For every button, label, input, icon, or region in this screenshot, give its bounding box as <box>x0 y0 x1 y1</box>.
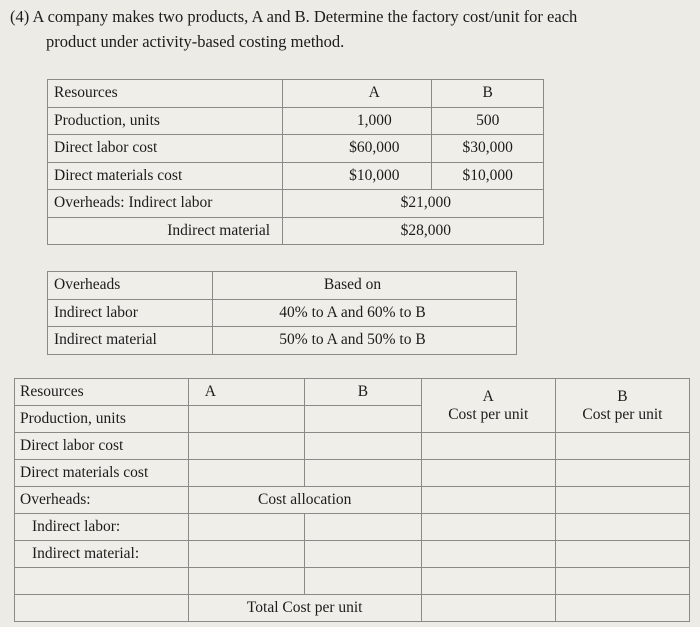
answer-row-spacer <box>15 568 690 595</box>
a-unit-subtitle: Cost per unit <box>448 405 529 423</box>
answer-cell[interactable] <box>305 406 422 433</box>
row-label: Indirect labor <box>48 299 213 327</box>
b-unit-title: B <box>617 387 628 405</box>
value-b: 500 <box>432 107 544 135</box>
answer-cell[interactable] <box>188 460 305 487</box>
row-label: Direct labor cost <box>15 433 189 460</box>
resources-header-row <box>48 80 544 108</box>
row-label: Direct materials cost <box>48 162 283 190</box>
answer-header-a: A <box>188 379 305 406</box>
answer-row-direct-labor <box>15 433 690 460</box>
resources-table <box>47 79 544 245</box>
answer-header-label: Resources <box>15 379 189 406</box>
row-label: Overheads: <box>15 487 189 514</box>
resources-row-direct-labor <box>48 135 544 163</box>
answer-cell[interactable] <box>188 568 305 595</box>
answer-cell[interactable] <box>188 433 305 460</box>
cost-allocation-label: Cost allocation <box>188 487 421 514</box>
answer-row-indirect-material <box>15 541 690 568</box>
overheads-header-basis: Based on <box>213 272 517 300</box>
answer-cell[interactable] <box>555 460 689 487</box>
answer-cell[interactable] <box>421 433 555 460</box>
answer-cell[interactable] <box>421 595 555 622</box>
answer-row-direct-materials <box>15 460 690 487</box>
row-label: Indirect labor: <box>15 514 189 541</box>
row-label: Indirect material: <box>15 541 189 568</box>
row-label: Overheads: Indirect labor <box>48 190 283 218</box>
answer-cell[interactable] <box>188 406 305 433</box>
resources-header-label: Resources <box>48 80 283 108</box>
basis-value: 40% to A and 60% to B <box>213 299 517 327</box>
answer-row-indirect-labor <box>15 514 690 541</box>
answer-header-b-unit <box>555 379 689 433</box>
answer-row-overheads <box>15 487 690 514</box>
overhead-value: $28,000 <box>283 217 544 245</box>
answer-cell[interactable] <box>15 568 189 595</box>
row-label: Direct materials cost <box>15 460 189 487</box>
answer-cell[interactable] <box>555 541 689 568</box>
resources-row-direct-materials <box>48 162 544 190</box>
value-b: $10,000 <box>432 162 544 190</box>
answer-cell[interactable] <box>421 514 555 541</box>
overheads-basis-table <box>47 271 517 355</box>
row-label: Indirect material <box>48 217 283 245</box>
answer-cell[interactable] <box>305 541 422 568</box>
resources-row-indirect-labor <box>48 190 544 218</box>
answer-cell[interactable] <box>555 514 689 541</box>
overheads-row-indirect-labor <box>48 299 517 327</box>
value-a: $10,000 <box>283 162 432 190</box>
answer-cell[interactable] <box>555 487 689 514</box>
answer-cell[interactable] <box>305 460 422 487</box>
overheads-header-row <box>48 272 517 300</box>
answer-cell[interactable] <box>421 541 555 568</box>
overhead-value: $21,000 <box>283 190 544 218</box>
resources-header-a: A <box>283 80 432 108</box>
answer-cell[interactable] <box>188 541 305 568</box>
value-a: 1,000 <box>283 107 432 135</box>
question-line-2: product under activity-based costing method. <box>46 32 345 51</box>
resources-row-indirect-material <box>48 217 544 245</box>
answer-cell[interactable] <box>188 514 305 541</box>
answer-row-total <box>15 595 690 622</box>
answer-cell[interactable] <box>15 595 189 622</box>
row-label: Production, units <box>48 107 283 135</box>
overheads-row-indirect-material <box>48 327 517 355</box>
basis-value: 50% to A and 50% to B <box>213 327 517 355</box>
answer-cell[interactable] <box>555 433 689 460</box>
answer-header-b: B <box>305 379 422 406</box>
row-label: Indirect material <box>48 327 213 355</box>
answer-cell[interactable] <box>555 595 689 622</box>
row-label: Direct labor cost <box>48 135 283 163</box>
total-cost-label: Total Cost per unit <box>188 595 421 622</box>
a-unit-title: A <box>482 387 494 405</box>
resources-row-production <box>48 107 544 135</box>
answer-header-a-unit <box>421 379 555 433</box>
overheads-header-label: Overheads <box>48 272 213 300</box>
answer-header-row <box>15 379 690 406</box>
answer-cell[interactable] <box>305 514 422 541</box>
answer-cell[interactable] <box>305 568 422 595</box>
answer-cell[interactable] <box>421 568 555 595</box>
answer-cell[interactable] <box>421 460 555 487</box>
answer-cell[interactable] <box>555 568 689 595</box>
question-line-1: (4) A company makes two products, A and B. Determine the factory cost/unit for each <box>10 7 578 26</box>
b-unit-subtitle: Cost per unit <box>582 405 663 423</box>
answer-table <box>14 378 690 622</box>
value-a: $60,000 <box>283 135 432 163</box>
row-label: Production, units <box>15 406 189 433</box>
resources-header-b: B <box>432 80 544 108</box>
answer-cell[interactable] <box>421 487 555 514</box>
question-text <box>10 4 690 54</box>
answer-cell[interactable] <box>305 433 422 460</box>
value-b: $30,000 <box>432 135 544 163</box>
